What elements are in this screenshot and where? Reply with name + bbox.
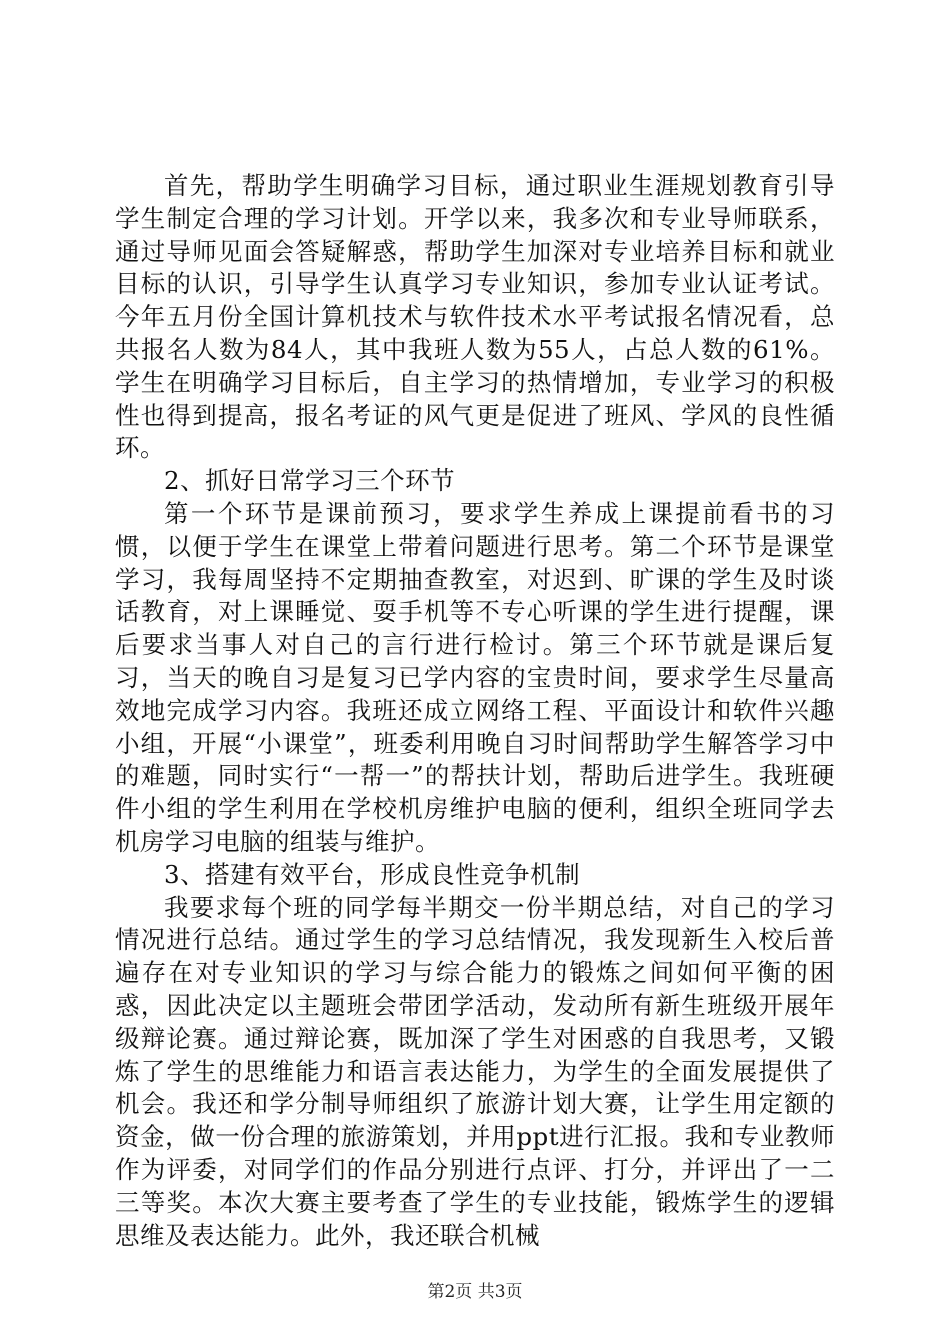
paragraph-competition: 我要求每个班的同学每半期交一份半期总结，对自己的学习情况进行总结。通过学生的学习总结情况，我发现新生入校后普遍存在对专业知识的学习与综合能力的锻炼之间如何平衡的困惑，因此决定以主题班会带团学活动，发动所有新生班级开展年级辩论赛。通过辩论赛，既加深了学生对困惑的自我思考，又锻炼了学生的思维能力和语言表达能力，为学生的全面发展提供了机会。我还和学分制导师组织了旅游计划大赛，让学生用定额的资金，做一份合理的旅游策划，并用ppt进行汇报。我和专业教师作为评委，对同学们的作品分别进行点评、打分，并评出了一二三等奖。本次大赛主要考查了学生的专业技能，锻炼学生的逻辑思维及表达能力。此外，我还联合机械 [115, 892, 835, 1250]
paragraph-learning-goals: 首先，帮助学生明确学习目标，通过职业生涯规划教育引导学生制定合理的学习计划。开学以来，我多次和专业导师联系，通过导师见面会答疑解惑，帮助学生加深对专业培养目标和就业目标的认识，引导学生认真学习专业知识，参加专业认证考试。今年五月份全国计算机技术与软件技术水平考试报名情况看，总共报名人数为84人，其中我班人数为55人，占总人数的61%。学生在明确学习目标后，自主学习的热情增加，专业学习的积极性也得到提高，报名考证的风气更是促进了班风、学风的良性循环。 [115, 171, 835, 463]
section-heading-platform: 3、搭建有效平台，形成良性竞争机制 [164, 859, 581, 889]
document-body [115, 170, 835, 1252]
section-heading-daily-study: 2、抓好日常学习三个环节 [164, 466, 456, 496]
paragraph-three-stages: 第一个环节是课前预习，要求学生养成上课提前看书的习惯，以便于学生在课堂上带着问题进行思考。第二个环节是课堂学习，我每周坚持不定期抽查教室，对迟到、旷课的学生及时谈话教育，对上课睡觉、耍手机等不专心听课的学生进行提醒，课后要求当事人对自己的言行进行检讨。第三个环节就是课后复习，当天的晚自习是复习已学内容的宝贵时间，要求学生尽量高效地完成学习内容。我班还成立网络工程、平面设计和软件兴趣小组，开展“小课堂”，班委利用晚自习时间帮助学生解答学习中的难题，同时实行“一帮一”的帮扶计划，帮助后进学生。我班硬件小组的学生利用在学校机房维护电脑的便利，组织全班同学去机房学习电脑的组装与维护。 [115, 498, 835, 856]
page-footer: 第2页 共3页 [427, 1282, 523, 1302]
